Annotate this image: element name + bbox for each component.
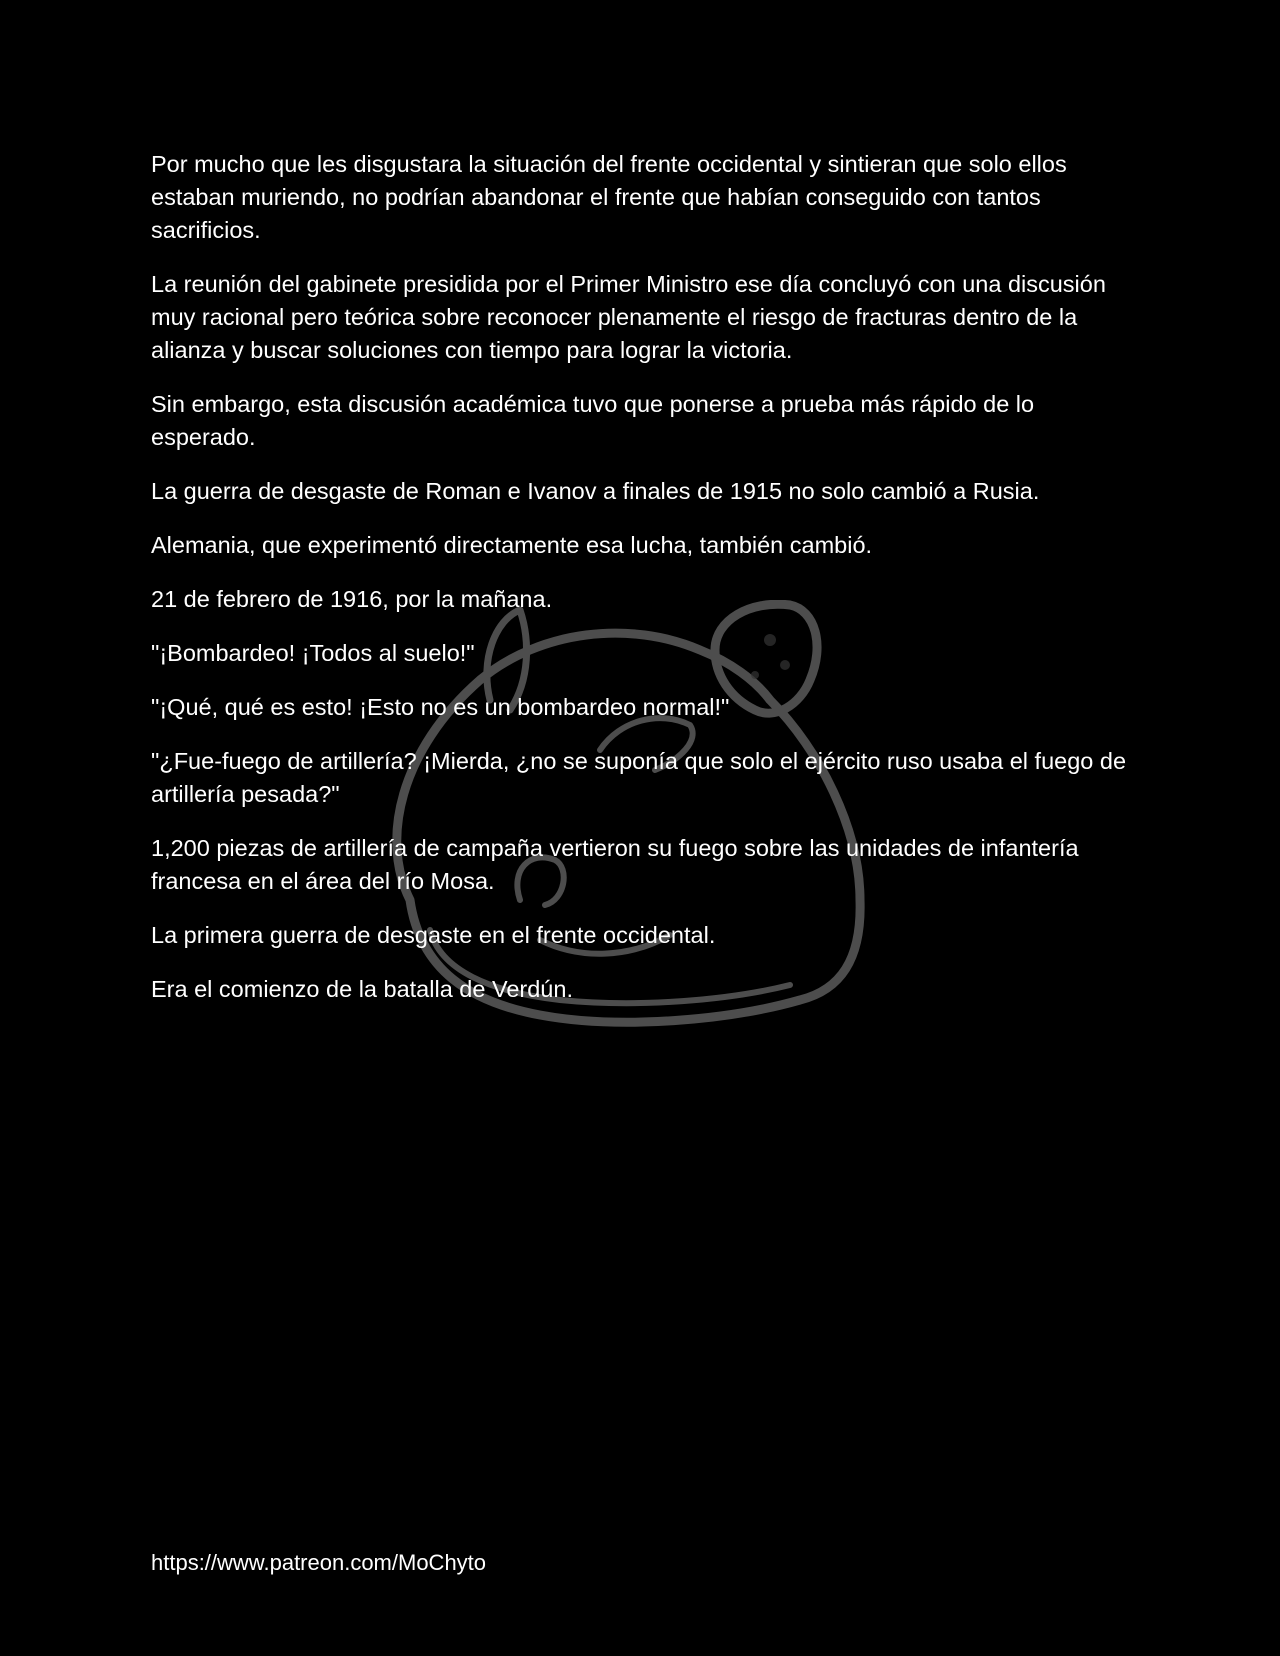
paragraph: 21 de febrero de 1916, por la mañana. bbox=[151, 586, 553, 612]
paragraph: Sin embargo, esta discusión académica tuvo que ponerse a prueba más rápido de lo esperado. bbox=[151, 391, 1035, 450]
paragraph: Por mucho que les disgustara la situación del frente occidental y sintieran que solo ellos estaban muriendo, no podrían abandonar el frente que habían conseguido con tantos sacrificios. bbox=[151, 151, 1067, 243]
dialogue-line: "¡Qué, qué es esto! ¡Esto no es un bombardeo normal!" bbox=[151, 694, 730, 720]
dialogue-line: "¿Fue-fuego de artillería? ¡Mierda, ¿no se suponía que solo el ejército ruso usaba el fuego de artillería pesada?" bbox=[151, 748, 1127, 807]
paragraph: La primera guerra de desgaste en el frente occidental. bbox=[151, 922, 716, 948]
document-body bbox=[151, 148, 1136, 1027]
paragraph: 1,200 piezas de artillería de campaña vertieron su fuego sobre las unidades de infantería francesa en el área del río Mosa. bbox=[151, 835, 1079, 894]
dialogue-line: "¡Bombardeo! ¡Todos al suelo!" bbox=[151, 640, 475, 666]
paragraph: La guerra de desgaste de Roman e Ivanov a finales de 1915 no solo cambió a Rusia. bbox=[151, 478, 1040, 504]
paragraph: Alemania, que experimentó directamente esa lucha, también cambió. bbox=[151, 532, 873, 558]
paragraph: La reunión del gabinete presidida por el Primer Ministro ese día concluyó con una discusión muy racional pero teórica sobre reconocer plenamente el riesgo de fracturas dentro de la alianza y buscar soluciones con tiempo para lograr la victoria. bbox=[151, 271, 1106, 363]
patreon-link[interactable]: https://www.patreon.com/MoChyto bbox=[151, 1550, 487, 1575]
paragraph: Era el comienzo de la batalla de Verdún. bbox=[151, 976, 573, 1002]
